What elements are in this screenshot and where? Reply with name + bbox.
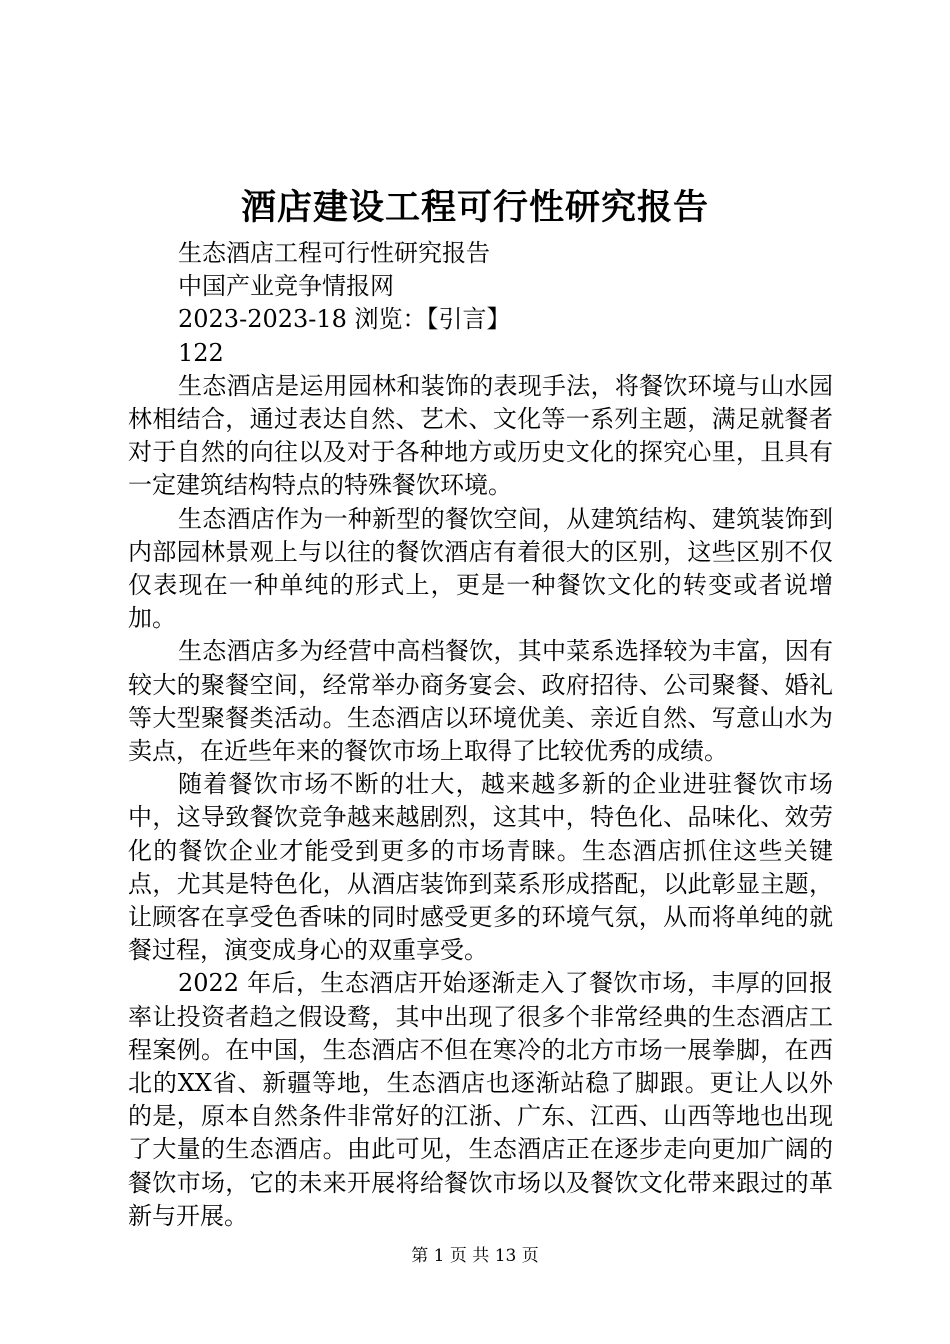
page-footer: 第 1 页 共 13 页 — [411, 1246, 539, 1266]
paragraph: 生态酒店是运用园林和装饰的表现手法，将餐饮环境与山水园林相结合，通过表达自然、艺术、文化等一系列主题，满足就餐者对于自然的向往以及对于各种地方或历史文化的探究心里，且具有一定建筑结构特点的特殊餐饮环境。 — [128, 371, 833, 500]
date-views-line: 2023-2023-18 浏览：【引言】 — [178, 305, 511, 334]
document-title: 酒店建设工程可行性研究报告 — [240, 187, 709, 228]
subtitle-line: 生态酒店工程可行性研究报告 — [178, 239, 490, 267]
paragraph: 生态酒店多为经营中高档餐饮，其中菜系选择较为丰富，因有较大的聚餐空间，经常举办商务宴会、政府招待、公司聚餐、婚礼等大型聚餐类活动。生态酒店以环境优美、亲近自然、写意山水为卖点，在近些年来的餐饮市场上取得了比较优秀的成绩。 — [128, 637, 833, 766]
paragraph: 随着餐饮市场不断的壮大，越来越多新的企业进驻餐饮市场中，这导致餐饮竞争越来越剧烈，这其中，特色化、品味化、效劳化的餐饮企业才能受到更多的市场青睐。生态酒店抓住这些关键点，尤其是特色化，从酒店装饰到菜系形成搭配，以此彰显主题，让顾客在享受色香味的同时感受更多的环境气氛，从而将单纯的就餐过程，演变成身心的双重享受。 — [128, 770, 833, 965]
paragraph: 生态酒店作为一种新型的餐饮空间，从建筑结构、建筑装饰到内部园林景观上与以往的餐饮酒店有着很大的区别，这些区别不仅仅表现在一种单纯的形式上，更是一种餐饮文化的转变或者说增加。 — [128, 504, 833, 633]
paragraph: 2022 年后，生态酒店开始逐渐走入了餐饮市场，丰厚的回报率让投资者趋之假设鹜，其中出现了很多个非常经典的生态酒店工程案例。在中国，生态酒店不但在寒冷的北方市场一展拳脚，在西北的XX省、新疆等地，生态酒店也逐渐站稳了脚跟。更让人以外的是，原本自然条件非常好的江浙、广东、江西、山西等地也出现了大量的生态酒店。由此可见，生态酒店正在逐步走向更加广阔的餐饮市场，它的未来开展将给餐饮市场以及餐饮文化带来跟过的革新与开展。 — [128, 969, 833, 1230]
document-body — [128, 237, 833, 1233]
source-line: 中国产业竞争情报网 — [178, 272, 394, 301]
view-count-line: 122 — [178, 338, 224, 367]
